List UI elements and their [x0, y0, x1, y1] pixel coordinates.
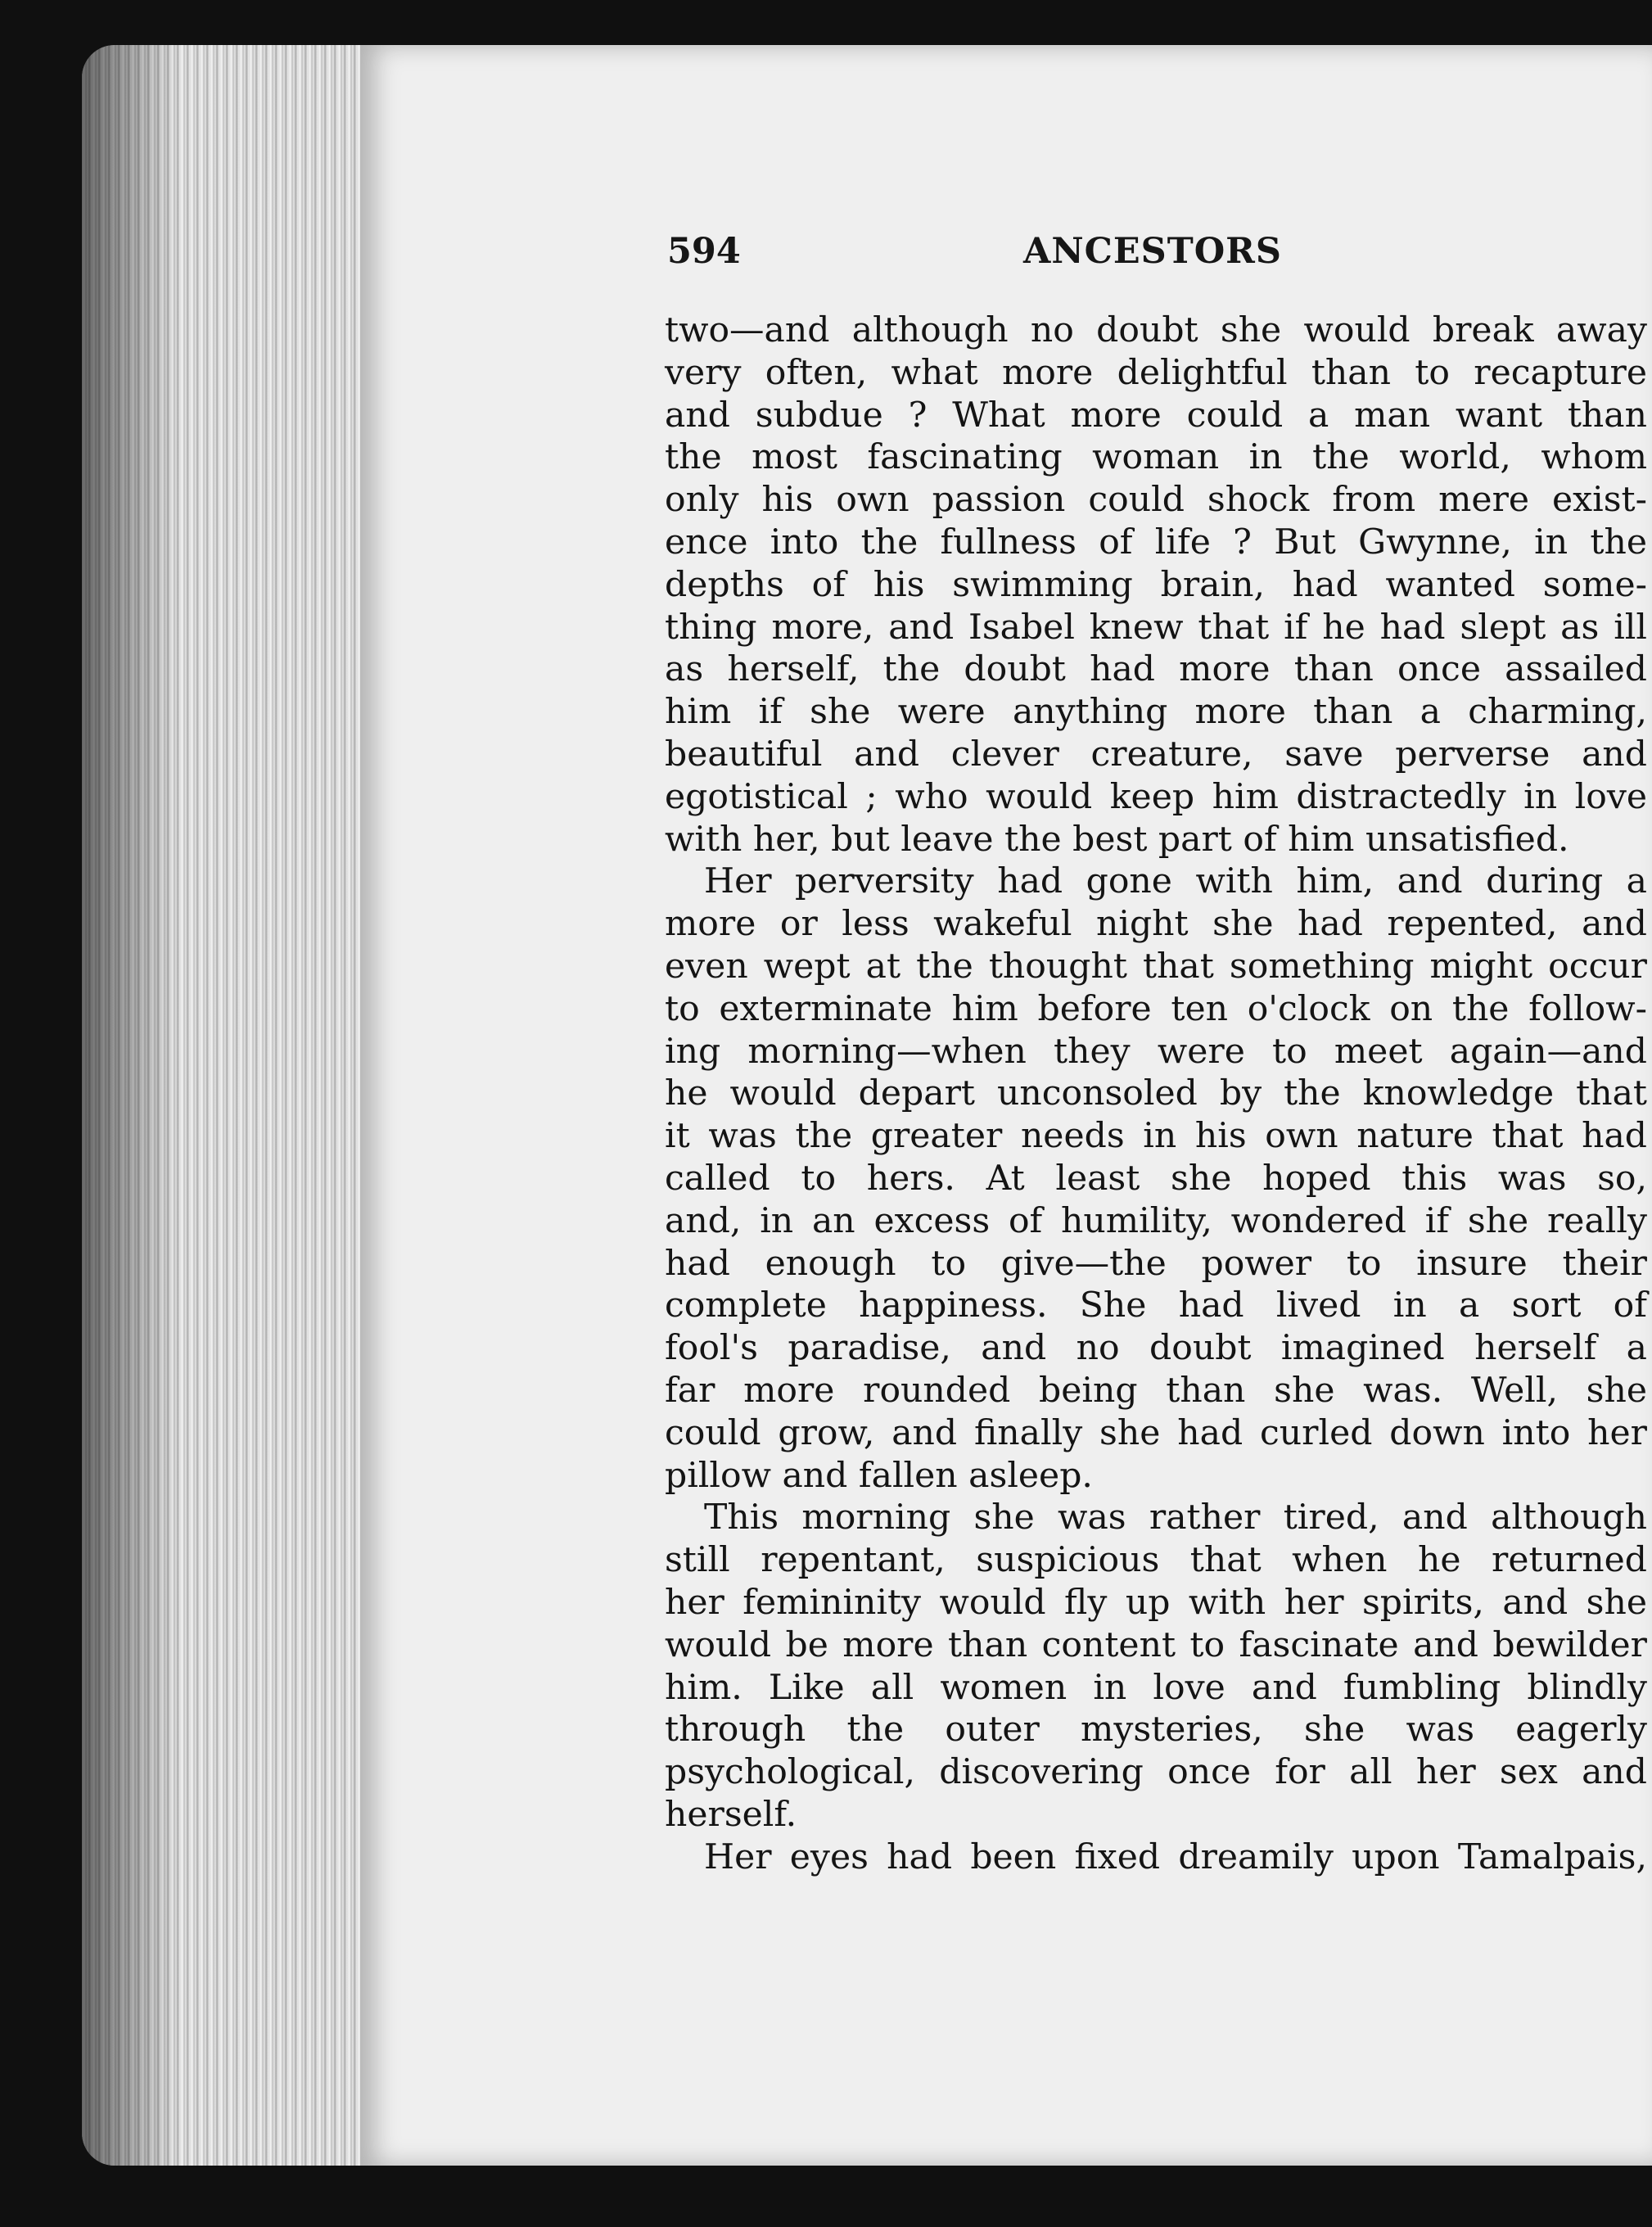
text-line: and subdue ? What more could a man want than [665, 395, 1647, 436]
body-text [665, 309, 1647, 1878]
text-line: would be more than content to fascinate and bewilder [665, 1624, 1647, 1665]
text-line: even wept at the thought that something might occur [665, 946, 1647, 987]
page-header [667, 231, 1650, 280]
text-line: ing morning—when they were to meet again—and [665, 1031, 1647, 1072]
text-line: her femininity would fly up with her spirits, and she [665, 1582, 1647, 1623]
text-line: complete happiness. She had lived in a sort of [665, 1285, 1647, 1326]
text-line: to exterminate him before ten o'clock on the follow- [665, 988, 1647, 1029]
text-line: it was the greater needs in his own nature that had [665, 1116, 1647, 1157]
text-line: far more rounded being than she was. Well, she [665, 1370, 1647, 1411]
text-line: thing more, and Isabel knew that if he had slept as ill [665, 607, 1647, 648]
text-line: ence into the fullness of life ? But Gwynne, in the [665, 522, 1647, 562]
text-line: This morning she was rather tired, and although [704, 1497, 1647, 1538]
text-line: beautiful and clever creature, save perverse and [665, 734, 1647, 775]
text-line: egotistical ; who would keep him distractedly in love [665, 776, 1647, 817]
text-line: only his own passion could shock from mere exist- [665, 480, 1647, 521]
text-line: could grow, and finally she had curled down into her [665, 1412, 1647, 1453]
text-line: depths of his swimming brain, had wanted some- [665, 564, 1647, 605]
text-line: pillow and fallen asleep. [665, 1455, 1093, 1496]
text-line: he would depart unconsoled by the knowledge that [665, 1073, 1647, 1114]
text-line: and, in an excess of humility, wondered if she really [665, 1200, 1647, 1241]
text-line: the most fascinating woman in the world, whom [665, 437, 1647, 478]
text-line: still repentant, suspicious that when he returned [665, 1540, 1647, 1581]
text-line: more or less wakeful night she had repented, and [665, 904, 1647, 945]
text-line: herself. [665, 1794, 797, 1835]
page-number: 594 [667, 231, 741, 272]
text-line: two—and although no doubt she would break away [665, 310, 1647, 350]
text-line: with her, but leave the best part of him unsatisfied. [665, 819, 1569, 860]
text-line: him if she were anything more than a charming, [665, 692, 1647, 733]
text-line: psychological, discovering once for all her sex and [665, 1752, 1647, 1793]
text-line: very often, what more delightful than to recapture [665, 352, 1647, 393]
text-line: called to hers. At least she hoped this was so, [665, 1158, 1647, 1199]
text-line: had enough to give—the power to insure their [665, 1243, 1647, 1284]
text-line: Her eyes had been fixed dreamily upon Tamalpais, [704, 1836, 1647, 1877]
text-line: Her perversity had gone with him, and during a [704, 861, 1647, 902]
text-line: him. Like all women in love and fumbling blindly [665, 1667, 1647, 1708]
running-title: ANCESTORS [1023, 231, 1282, 272]
text-line: fool's paradise, and no doubt imagined herself a [665, 1328, 1647, 1369]
text-line: as herself, the doubt had more than once assailed [665, 649, 1647, 690]
page-edge-shadow [82, 45, 180, 2166]
text-line: through the outer mysteries, she was eagerly [665, 1710, 1647, 1750]
